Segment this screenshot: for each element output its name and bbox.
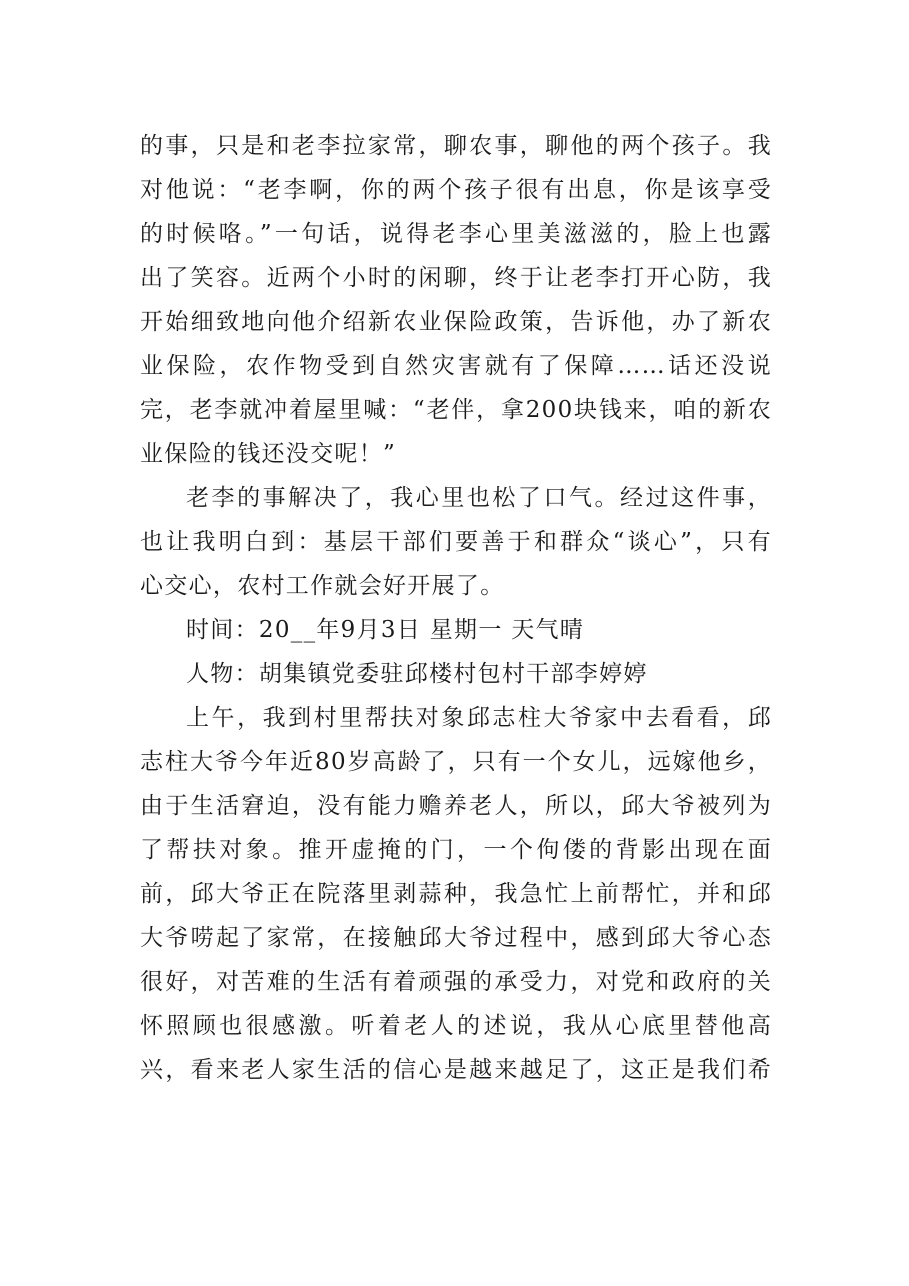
text-line: 的事，只是和老李拉家常，聊农事，聊他的两个孩子。我 bbox=[140, 133, 772, 159]
text-line: 也让我明白到：基层干部们要善于和群众“谈心”，只有 bbox=[140, 529, 772, 555]
diary-date-line bbox=[140, 608, 772, 652]
text-line: 了帮扶对象。推开虚掩的门，一个佝偻的背影出现在面 bbox=[140, 837, 772, 863]
text-line: 大爷唠起了家常，在接触邱大爷过程中，感到邱大爷心态 bbox=[140, 925, 772, 951]
text-line: 前，邱大爷正在院落里剥蒜种，我急忙上前帮忙，并和邱 bbox=[140, 881, 772, 907]
text-line: 业保险的钱还没交呢！” bbox=[140, 441, 397, 467]
text-line: 业保险，农作物受到自然灾害就有了保障……话还没说 bbox=[140, 353, 772, 379]
text-line: 心交心，农村工作就会好开展了。 bbox=[140, 573, 505, 599]
text-line: 人物：胡集镇党委驻邱楼村包村干部李婷婷 bbox=[186, 661, 648, 687]
text-line: 兴，看来老人家生活的信心是越来越足了，这正是我们希 bbox=[140, 1057, 772, 1083]
text-line: 很好，对苦难的生活有着顽强的承受力，对党和政府的关 bbox=[140, 969, 772, 995]
text-line: 老李的事解决了，我心里也松了口气。经过这件事， bbox=[186, 485, 772, 511]
text-line: 怀照顾也很感激。听着老人的述说，我从心底里替他高 bbox=[140, 1013, 772, 1039]
text-line: 由于生活窘迫，没有能力赡养老人，所以，邱大爷被列为 bbox=[140, 793, 772, 819]
diary-person-line bbox=[140, 652, 772, 696]
text-line: 开始细致地向他介绍新农业保险政策，告诉他，办了新农 bbox=[140, 309, 772, 335]
text-line: 的时候咯。”一句话，说得老李心里美滋滋的，脸上也露 bbox=[140, 221, 772, 247]
document-body bbox=[140, 124, 772, 1092]
text-line: 时间：20__年9月3日 星期一 天气晴 bbox=[186, 617, 585, 643]
paragraph bbox=[140, 476, 772, 608]
text-line: 对他说：“老李啊，你的两个孩子很有出息，你是该享受 bbox=[140, 177, 772, 203]
text-line: 上午，我到村里帮扶对象邱志柱大爷家中去看看，邱 bbox=[186, 705, 772, 731]
text-line: 志柱大爷今年近80岁高龄了，只有一个女儿，远嫁他乡， bbox=[140, 749, 772, 775]
paragraph bbox=[140, 124, 772, 476]
text-line: 出了笑容。近两个小时的闲聊，终于让老李打开心防，我 bbox=[140, 265, 772, 291]
paragraph bbox=[140, 696, 772, 1092]
text-line: 完，老李就冲着屋里喊：“老伴，拿200块钱来，咱的新农 bbox=[140, 397, 772, 423]
